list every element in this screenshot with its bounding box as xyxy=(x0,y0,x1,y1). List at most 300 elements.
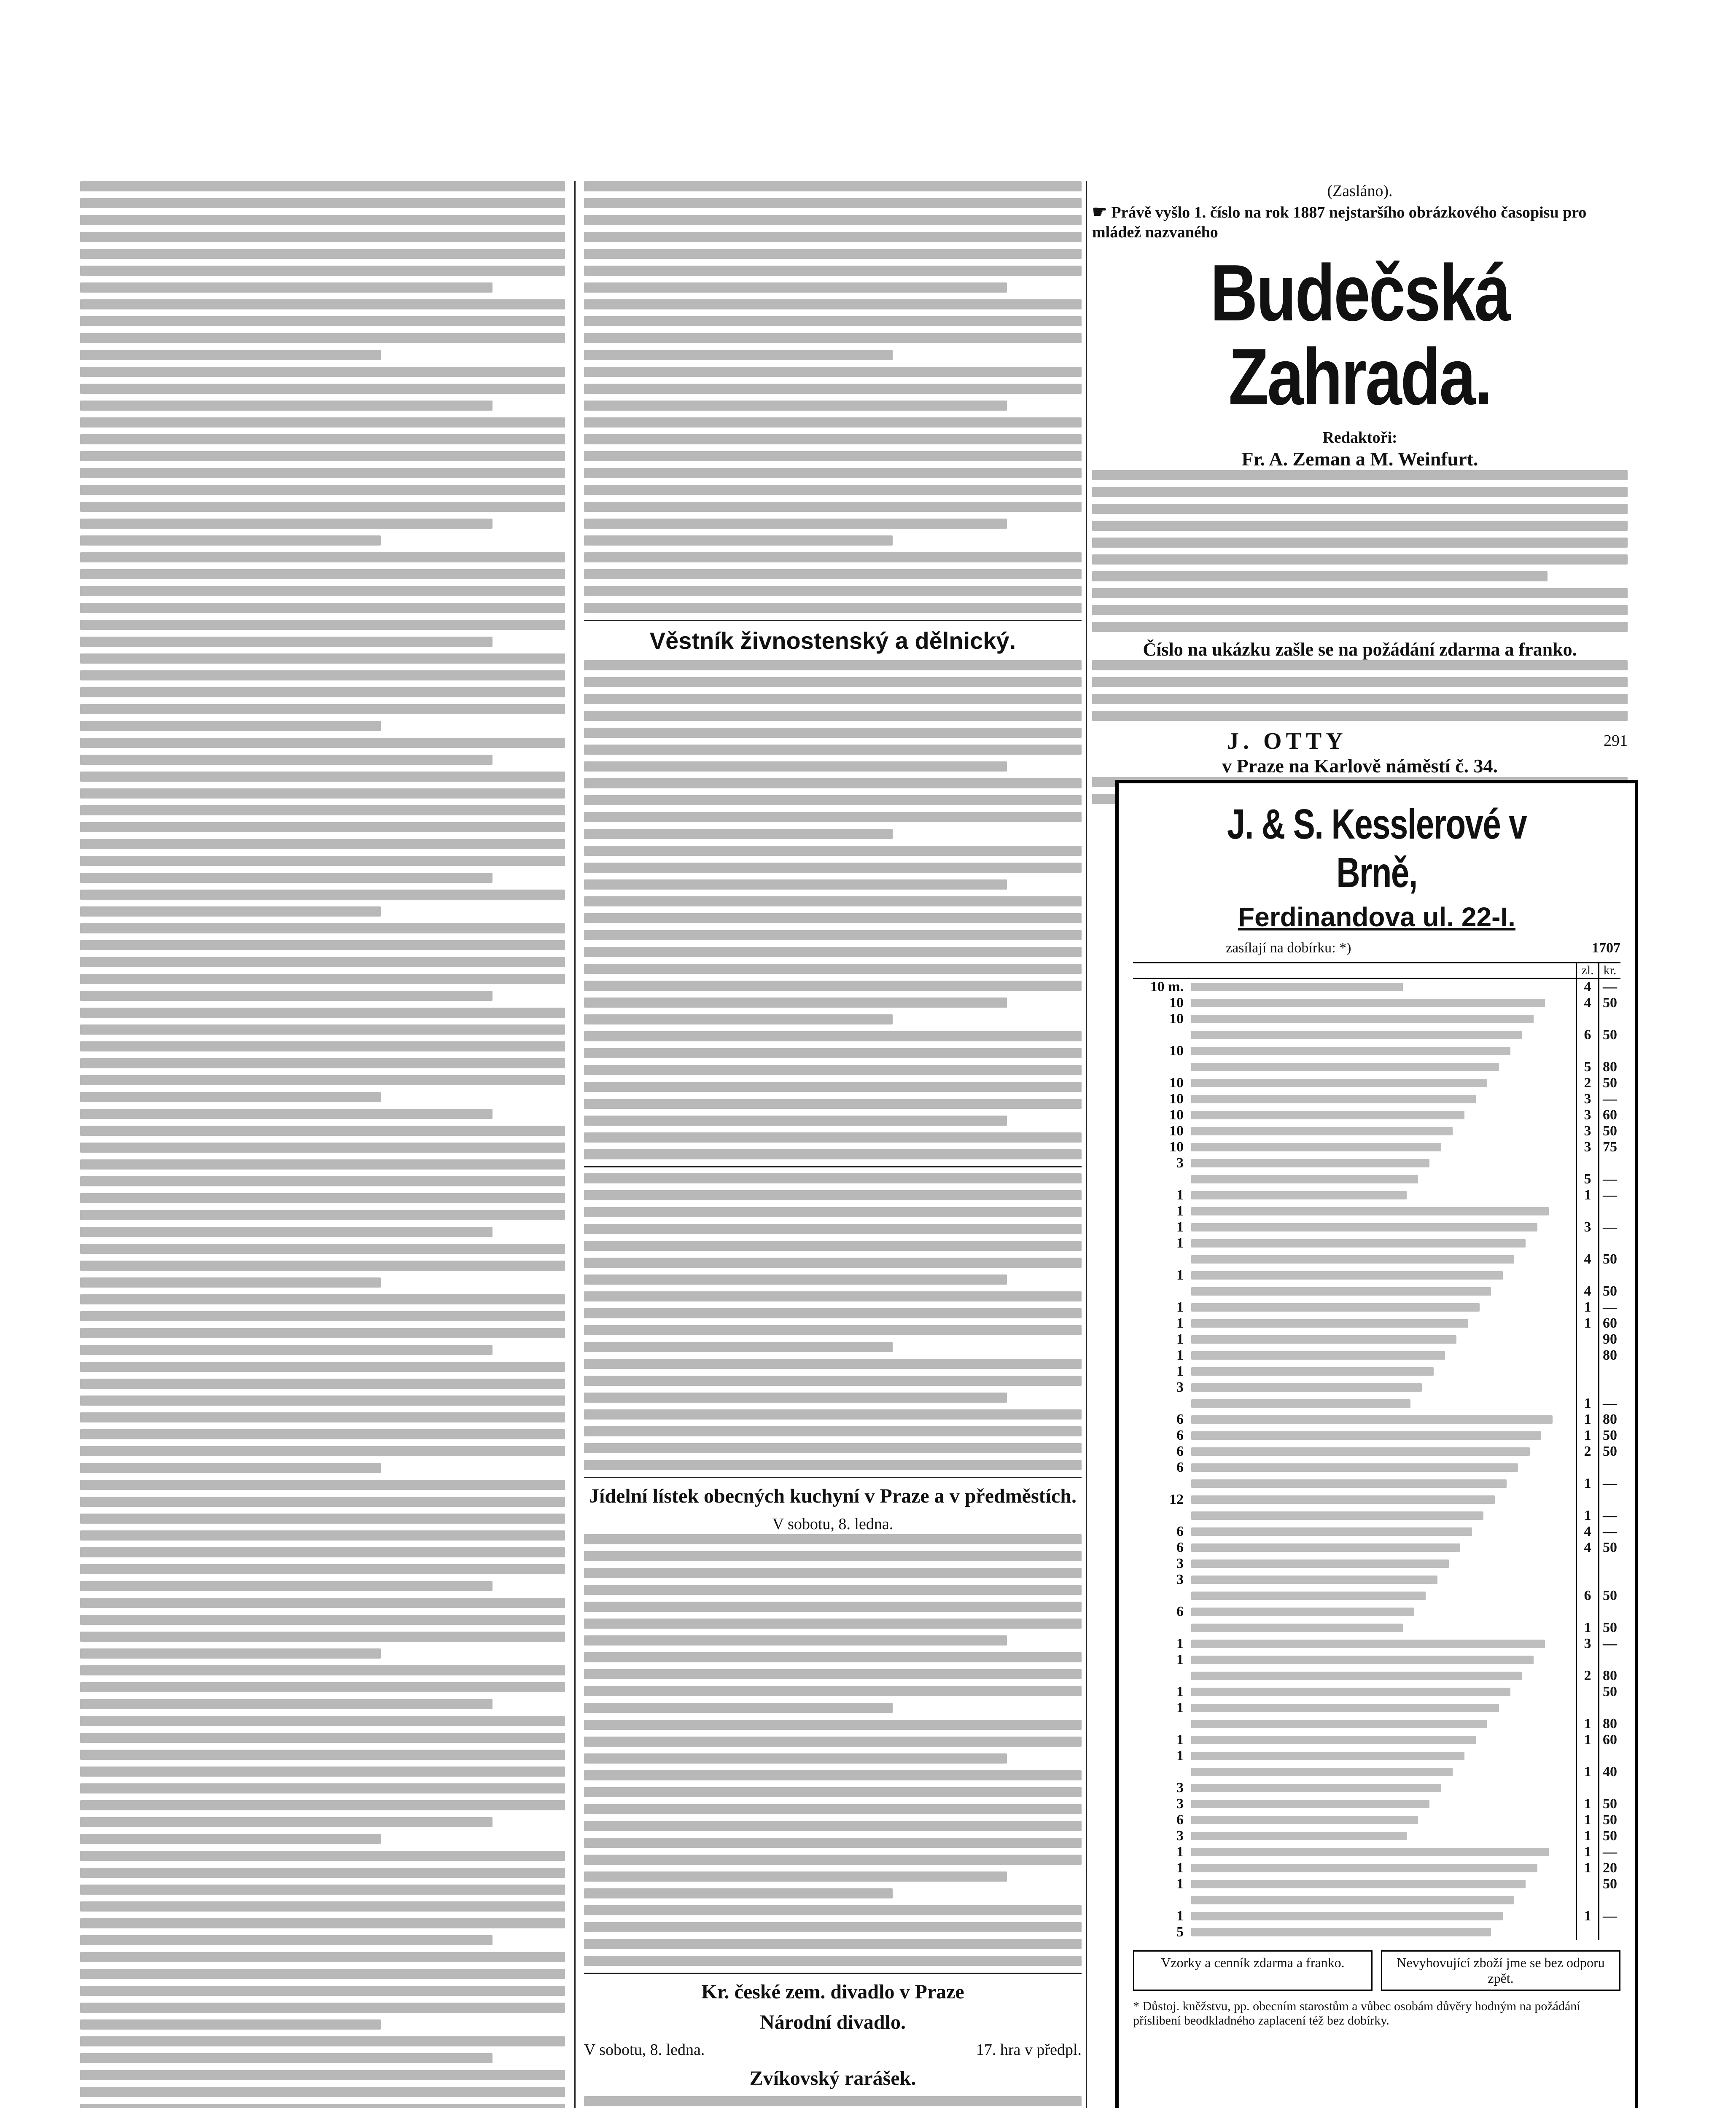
text-line xyxy=(80,906,381,917)
price-desc xyxy=(1191,1543,1576,1552)
price-desc xyxy=(1191,1031,1576,1039)
price-kr: 50 xyxy=(1598,1075,1620,1091)
text-line xyxy=(584,1359,1082,1369)
text-line xyxy=(584,1291,1082,1301)
price-desc xyxy=(1191,1656,1576,1664)
text-line xyxy=(80,1868,565,1878)
price-kr: — xyxy=(1598,1299,1620,1315)
price-desc-placeholder xyxy=(1191,1367,1434,1376)
price-zl xyxy=(1576,1604,1598,1620)
price-qty: 10 xyxy=(1169,1075,1184,1091)
price-row xyxy=(1133,1748,1620,1764)
price-kr: 90 xyxy=(1598,1331,1620,1347)
middle-article-text-1 xyxy=(584,181,1082,613)
price-desc-placeholder xyxy=(1191,1287,1491,1296)
publisher-name: J. OTTY xyxy=(1227,728,1347,754)
price-desc xyxy=(1191,999,1576,1007)
text-line xyxy=(584,2096,1082,2106)
editors-names: Fr. A. Zeman a M. Weinfurt. xyxy=(1241,448,1478,470)
price-zl: 4 xyxy=(1576,995,1598,1011)
price-qty: 1 xyxy=(1176,1187,1184,1203)
text-line xyxy=(80,1530,565,1541)
text-line xyxy=(80,1463,381,1473)
price-kr: 50 xyxy=(1598,1123,1620,1139)
text-line xyxy=(80,1193,565,1203)
text-line xyxy=(80,704,565,714)
price-zl xyxy=(1576,1379,1598,1395)
text-line xyxy=(80,2087,565,2097)
text-line xyxy=(80,535,381,546)
price-zl: 1 xyxy=(1576,1828,1598,1844)
price-desc-placeholder xyxy=(1191,1848,1549,1856)
text-line xyxy=(584,1888,893,1898)
announcement xyxy=(1092,202,1628,243)
text-line xyxy=(80,755,493,765)
price-qty: 1 xyxy=(1176,1331,1184,1347)
text-line xyxy=(80,1058,565,1068)
text-line xyxy=(584,1787,1082,1797)
price-row xyxy=(1133,1155,1620,1171)
text-line xyxy=(584,1534,1082,1544)
price-zl xyxy=(1576,1892,1598,1908)
price-kr: 50 xyxy=(1598,1251,1620,1267)
text-line xyxy=(80,569,565,579)
price-row xyxy=(1133,1796,1620,1812)
price-desc-placeholder xyxy=(1191,1608,1414,1616)
section-rule xyxy=(584,1166,1082,1167)
price-desc xyxy=(1191,1864,1576,1872)
price-desc xyxy=(1191,1351,1576,1360)
text-line xyxy=(80,2036,565,2046)
price-kr xyxy=(1598,1700,1620,1716)
price-kr xyxy=(1598,1556,1620,1572)
price-desc-placeholder xyxy=(1191,1319,1468,1328)
price-row xyxy=(1133,1508,1620,1524)
text-line xyxy=(584,485,1082,495)
text-line xyxy=(80,266,565,276)
price-desc xyxy=(1191,1399,1576,1408)
text-line xyxy=(80,1311,565,1321)
text-line xyxy=(584,1669,1082,1679)
price-desc xyxy=(1191,1672,1576,1680)
price-desc-placeholder xyxy=(1191,1576,1437,1584)
price-row xyxy=(1133,1860,1620,1876)
price-desc-placeholder xyxy=(1191,1640,1545,1648)
price-qty: 6 xyxy=(1176,1524,1184,1539)
text-line xyxy=(80,1547,565,1557)
price-zl: 1 xyxy=(1576,1428,1598,1444)
price-desc-placeholder xyxy=(1191,1063,1499,1071)
text-line xyxy=(80,1480,565,1490)
text-line xyxy=(584,1922,1082,1932)
price-desc xyxy=(1191,1816,1576,1824)
text-line xyxy=(80,1109,493,1119)
section-heading-jidelni: Jídelní lístek obecných kuchyní v Praze a v předměstích. xyxy=(589,1485,1077,1507)
text-line xyxy=(80,1261,565,1271)
price-zl: 2 xyxy=(1576,1668,1598,1684)
price-zl xyxy=(1576,1460,1598,1476)
price-kr xyxy=(1598,1492,1620,1508)
price-zl: 4 xyxy=(1576,979,1598,995)
price-desc-placeholder xyxy=(1191,1511,1483,1520)
middle-article-text-4 xyxy=(584,1534,1082,1966)
price-kr: — xyxy=(1598,1636,1620,1652)
price-qty: 1 xyxy=(1176,1203,1184,1219)
right-article-text-1 xyxy=(1092,470,1628,632)
price-row xyxy=(1133,1684,1620,1700)
right-article-text-2 xyxy=(1092,660,1628,721)
text-line xyxy=(584,1082,1082,1092)
text-line xyxy=(584,1099,1082,1109)
price-kr: 80 xyxy=(1598,1716,1620,1732)
price-zl: 1 xyxy=(1576,1508,1598,1524)
middle-article-text-3 xyxy=(584,1173,1082,1470)
text-line xyxy=(584,316,1082,326)
price-qty: 10 xyxy=(1169,1011,1184,1027)
text-line xyxy=(80,1733,565,1743)
text-line xyxy=(584,677,1082,687)
price-qty: 10 xyxy=(1169,1107,1184,1123)
price-row xyxy=(1133,1107,1620,1123)
text-line xyxy=(1092,554,1628,565)
price-row xyxy=(1133,1924,1620,1940)
price-desc xyxy=(1191,1191,1576,1199)
price-desc xyxy=(1191,1576,1576,1584)
price-qty: 6 xyxy=(1176,1460,1184,1475)
price-kr: — xyxy=(1598,1091,1620,1107)
price-zl: 3 xyxy=(1576,1107,1598,1123)
price-qty: 12 xyxy=(1169,1492,1184,1507)
text-line xyxy=(80,384,565,394)
price-desc xyxy=(1191,1271,1576,1280)
price-zl xyxy=(1576,1748,1598,1764)
text-line xyxy=(584,367,1082,377)
text-line xyxy=(584,1376,1082,1386)
price-qty: 6 xyxy=(1176,1540,1184,1555)
text-line xyxy=(80,1682,565,1692)
price-kr xyxy=(1598,1155,1620,1171)
price-desc-placeholder xyxy=(1191,1255,1514,1264)
text-line xyxy=(584,1031,1082,1041)
price-kr: 80 xyxy=(1598,1412,1620,1428)
price-qty: 1 xyxy=(1176,1844,1184,1860)
kessler-advertisement xyxy=(1115,780,1638,2108)
price-desc-placeholder xyxy=(1191,983,1403,991)
price-zl xyxy=(1576,1492,1598,1508)
ad-number: 291 xyxy=(1604,732,1628,750)
price-kr: — xyxy=(1598,1476,1620,1492)
text-line xyxy=(80,2053,493,2063)
price-desc-placeholder xyxy=(1191,1079,1487,1087)
price-desc xyxy=(1191,1303,1576,1312)
text-line xyxy=(80,1632,565,1642)
text-line xyxy=(584,1720,1082,1730)
ad-title: J. & S. Kesslerové v Brně, xyxy=(1227,801,1527,896)
price-desc xyxy=(1191,1784,1576,1792)
text-line xyxy=(584,1173,1082,1183)
text-line xyxy=(80,434,565,444)
theatre-date-right: 17. hra v předpl. xyxy=(976,2041,1082,2059)
price-row xyxy=(1133,1315,1620,1331)
text-line xyxy=(80,198,565,208)
price-desc-placeholder xyxy=(1191,1031,1522,1039)
text-line xyxy=(584,502,1082,512)
text-line xyxy=(80,1699,493,1709)
price-desc xyxy=(1191,1143,1576,1151)
price-qty: 3 xyxy=(1176,1572,1184,1587)
jidelni-date: V sobotu, 8. ledna. xyxy=(772,1515,894,1533)
price-desc xyxy=(1191,1463,1576,1472)
price-kr xyxy=(1598,1267,1620,1283)
price-kr xyxy=(1598,1892,1620,1908)
price-kr xyxy=(1598,1363,1620,1379)
price-kr: — xyxy=(1598,1908,1620,1924)
price-row xyxy=(1133,1011,1620,1027)
text-line xyxy=(584,181,1082,191)
text-line xyxy=(584,519,1007,529)
price-zl: 2 xyxy=(1576,1444,1598,1460)
price-kr: 80 xyxy=(1598,1668,1620,1684)
price-kr xyxy=(1598,1235,1620,1251)
text-line xyxy=(584,1568,1082,1578)
price-zl xyxy=(1576,1203,1598,1219)
text-line xyxy=(584,552,1082,562)
price-desc-placeholder xyxy=(1191,1816,1418,1824)
pointing-hand-icon: ☛ xyxy=(1092,202,1107,221)
price-desc xyxy=(1191,1383,1576,1392)
play-title-1: Zvíkovský rarášek. xyxy=(749,2067,916,2089)
editors-label: Redaktoři: xyxy=(1322,428,1397,446)
text-line xyxy=(584,728,1082,738)
price-desc xyxy=(1191,1640,1576,1648)
price-qty: 1 xyxy=(1176,1235,1184,1251)
text-line xyxy=(80,2070,565,2080)
text-line xyxy=(584,417,1082,428)
text-line xyxy=(1092,470,1628,480)
text-line xyxy=(80,1598,565,1608)
text-line xyxy=(80,1075,565,1085)
text-line xyxy=(584,947,1082,957)
ad-street: Ferdinandova ul. 22-I. xyxy=(1238,902,1515,932)
price-row xyxy=(1133,1652,1620,1668)
ad-footer-right: Nevyhovující zboží jme se bez odporu zpět. xyxy=(1381,1950,1620,1991)
price-row xyxy=(1133,1620,1620,1636)
text-line xyxy=(80,1750,565,1760)
text-line xyxy=(584,1325,1082,1335)
price-zl: 1 xyxy=(1576,1187,1598,1203)
text-line xyxy=(80,367,565,377)
price-qty: 6 xyxy=(1176,1604,1184,1619)
price-desc-placeholder xyxy=(1191,1351,1445,1360)
price-zl xyxy=(1576,1876,1598,1892)
price-row xyxy=(1133,1043,1620,1059)
price-row xyxy=(1133,1732,1620,1748)
text-line xyxy=(80,1952,565,1962)
price-row xyxy=(1133,1395,1620,1412)
text-line xyxy=(584,1585,1082,1595)
price-desc xyxy=(1191,1079,1576,1087)
price-row xyxy=(1133,1203,1620,1219)
middle-column xyxy=(584,181,1082,2108)
text-line xyxy=(80,957,565,967)
text-line xyxy=(80,620,565,630)
price-zl: 1 xyxy=(1576,1299,1598,1315)
text-line xyxy=(584,603,1082,613)
text-line xyxy=(1092,677,1628,687)
price-row xyxy=(1133,1075,1620,1091)
price-desc-placeholder xyxy=(1191,1928,1491,1936)
text-line xyxy=(584,1460,1082,1470)
price-kr: — xyxy=(1598,979,1620,995)
text-line xyxy=(80,519,493,529)
price-kr: 50 xyxy=(1598,1428,1620,1444)
text-line xyxy=(80,687,565,697)
text-line xyxy=(584,586,1082,596)
text-line xyxy=(80,805,565,815)
text-line xyxy=(80,232,565,242)
price-zl: 1 xyxy=(1576,1716,1598,1732)
price-desc xyxy=(1191,1704,1576,1712)
price-desc-placeholder xyxy=(1191,1672,1522,1680)
price-row xyxy=(1133,1540,1620,1556)
text-line xyxy=(80,299,565,309)
play-1-details xyxy=(584,2096,1082,2108)
text-line xyxy=(80,1901,565,1912)
text-line xyxy=(584,1393,1007,1403)
text-line xyxy=(584,846,1082,856)
price-kr xyxy=(1598,1203,1620,1219)
price-desc xyxy=(1191,1335,1576,1344)
price-kr: 50 xyxy=(1598,1796,1620,1812)
price-kr: 60 xyxy=(1598,1732,1620,1748)
price-kr: 80 xyxy=(1598,1347,1620,1363)
text-line xyxy=(80,940,565,950)
price-zl xyxy=(1576,1684,1598,1700)
price-kr: — xyxy=(1598,1395,1620,1412)
price-desc-placeholder xyxy=(1191,1095,1476,1103)
price-zl: 4 xyxy=(1576,1524,1598,1540)
text-line xyxy=(584,913,1082,923)
price-zl: 4 xyxy=(1576,1540,1598,1556)
text-line xyxy=(584,1905,1082,1915)
text-line xyxy=(584,1149,1082,1159)
text-line xyxy=(584,1065,1082,1075)
price-row xyxy=(1133,1828,1620,1844)
text-line xyxy=(584,1686,1082,1696)
text-line xyxy=(584,1652,1082,1662)
text-line xyxy=(584,998,1007,1008)
text-line xyxy=(80,670,565,680)
price-zl: 6 xyxy=(1576,1027,1598,1043)
price-qty: 1 xyxy=(1176,1732,1184,1748)
text-line xyxy=(584,1838,1082,1848)
price-row xyxy=(1133,995,1620,1011)
price-desc xyxy=(1191,983,1576,991)
price-desc-placeholder xyxy=(1191,1527,1472,1536)
price-row xyxy=(1133,1091,1620,1107)
price-kr: — xyxy=(1598,1524,1620,1540)
text-line xyxy=(584,266,1082,276)
price-kr: 60 xyxy=(1598,1315,1620,1331)
price-zl: 1 xyxy=(1576,1908,1598,1924)
price-desc-placeholder xyxy=(1191,1223,1537,1231)
price-row xyxy=(1133,1251,1620,1267)
price-zl: 3 xyxy=(1576,1139,1598,1155)
price-zl: 1 xyxy=(1576,1315,1598,1331)
price-row xyxy=(1133,1363,1620,1379)
price-table-header xyxy=(1133,962,1620,979)
text-line xyxy=(1092,694,1628,704)
price-zl xyxy=(1576,1556,1598,1572)
text-line xyxy=(80,1176,565,1186)
text-line xyxy=(584,1551,1082,1561)
ad-code: 1707 xyxy=(1592,940,1620,956)
middle-article-text-2 xyxy=(584,660,1082,1159)
price-row xyxy=(1133,1171,1620,1187)
price-qty: 1 xyxy=(1176,1684,1184,1699)
price-row xyxy=(1133,1572,1620,1588)
price-kr xyxy=(1598,1748,1620,1764)
price-zl: 1 xyxy=(1576,1620,1598,1636)
price-desc-placeholder xyxy=(1191,1383,1422,1392)
text-line xyxy=(584,1635,1007,1646)
text-line xyxy=(584,1753,1007,1764)
text-line xyxy=(584,812,1082,822)
text-line xyxy=(584,1274,1007,1285)
price-desc-placeholder xyxy=(1191,1399,1410,1408)
price-zl: 5 xyxy=(1576,1171,1598,1187)
price-zl: 3 xyxy=(1576,1123,1598,1139)
price-desc xyxy=(1191,1800,1576,1808)
text-line xyxy=(584,1956,1082,1966)
price-zl: 3 xyxy=(1576,1091,1598,1107)
price-zl: 1 xyxy=(1576,1812,1598,1828)
price-desc xyxy=(1191,1207,1576,1215)
price-desc xyxy=(1191,1095,1576,1103)
text-line xyxy=(80,215,565,225)
price-zl: 4 xyxy=(1576,1251,1598,1267)
theatre-name: Národní divadlo. xyxy=(760,2011,906,2033)
price-desc-placeholder xyxy=(1191,1415,1553,1424)
price-desc-placeholder xyxy=(1191,1335,1456,1344)
price-row xyxy=(1133,1219,1620,1235)
text-line xyxy=(80,738,565,748)
text-line xyxy=(80,1328,565,1338)
price-qty: 1 xyxy=(1176,1860,1184,1876)
text-line xyxy=(80,1008,565,1018)
text-line xyxy=(80,249,565,259)
price-kr: — xyxy=(1598,1219,1620,1235)
text-line xyxy=(80,1024,565,1035)
price-row xyxy=(1133,1604,1620,1620)
text-line xyxy=(80,502,565,512)
left-column xyxy=(80,181,565,2108)
text-line xyxy=(80,1446,565,1456)
price-desc xyxy=(1191,1736,1576,1744)
price-row xyxy=(1133,1379,1620,1395)
price-desc xyxy=(1191,1896,1576,1904)
text-line xyxy=(80,856,565,866)
text-line xyxy=(1092,622,1628,632)
text-line xyxy=(80,181,565,191)
price-kr: 50 xyxy=(1598,1876,1620,1892)
price-qty: 3 xyxy=(1176,1556,1184,1571)
price-zl xyxy=(1576,1347,1598,1363)
text-line xyxy=(80,282,493,293)
text-line xyxy=(584,232,1082,242)
text-line xyxy=(584,1014,893,1024)
price-row xyxy=(1133,1412,1620,1428)
